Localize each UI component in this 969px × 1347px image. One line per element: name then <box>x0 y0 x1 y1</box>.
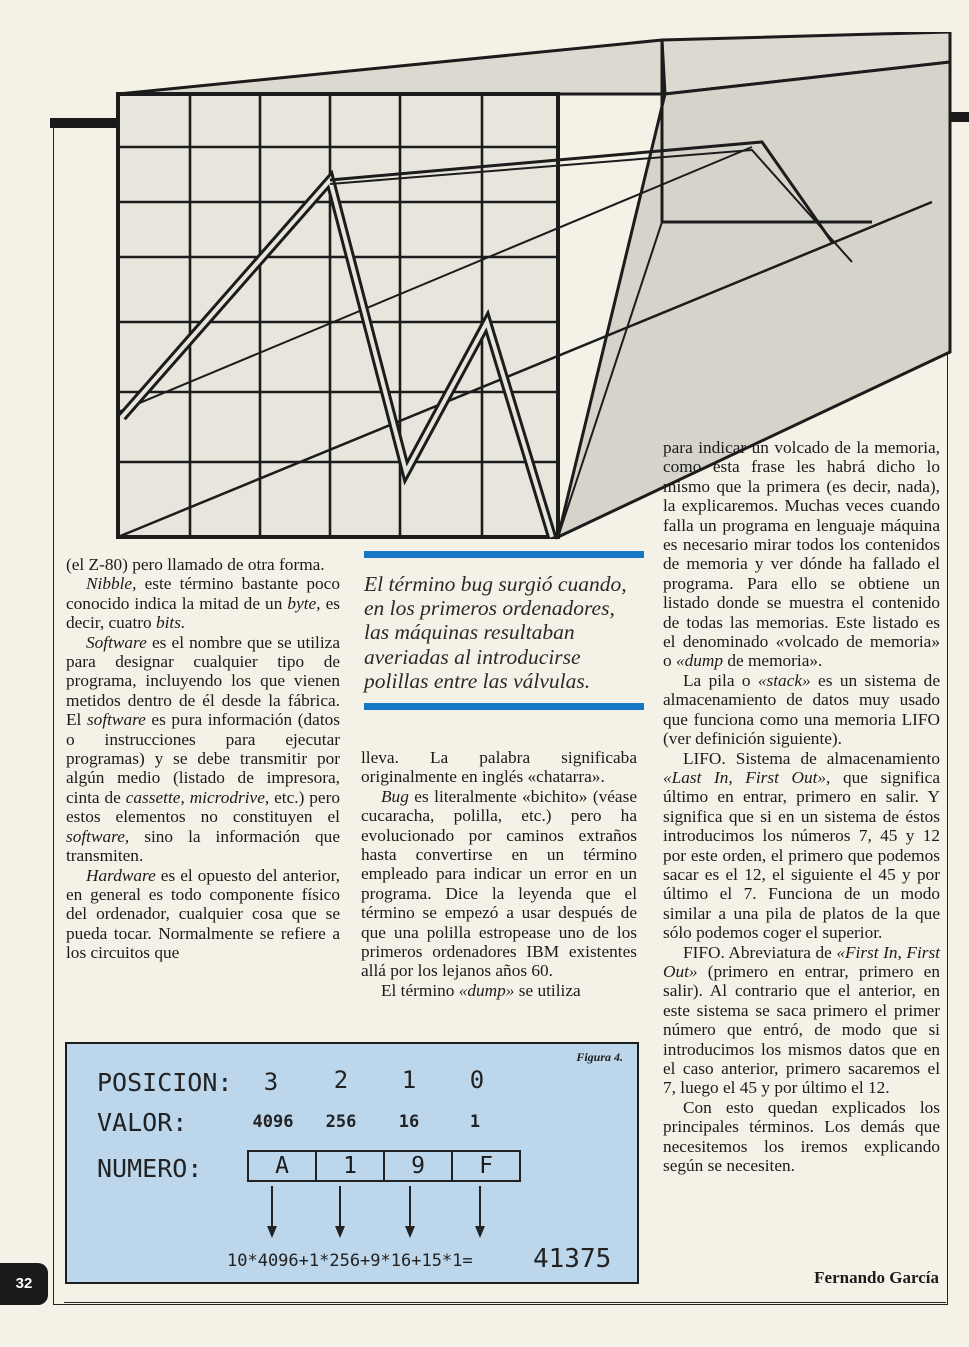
term: «dump <box>675 651 724 671</box>
pull-quote-bar-top <box>364 551 644 558</box>
paragraph-lifo <box>663 749 940 943</box>
paragraph-nibble <box>66 574 340 632</box>
term: Nibble, <box>86 574 137 594</box>
paragraph-closing: Con esto quedan explicados los principales términos. Los demás que necesitemos los iremos explicando según se necesiten. <box>663 1097 940 1176</box>
text: de memoria». <box>723 651 823 671</box>
digit-cell: F <box>479 1153 493 1179</box>
paragraph-stack <box>663 671 940 749</box>
text: es el opuesto del anterior, en general es todo componente físico del ordenador, cualquier cosa que se pueda tocar. Normalmente se refiere a los circuitos que <box>66 865 340 963</box>
pull-quote <box>364 551 644 710</box>
paragraph: lleva. La palabra significaba originalmente en inglés «chatarra». <box>361 748 637 787</box>
text: FIFO. Abreviatura de <box>683 942 837 962</box>
term: software, <box>66 826 130 846</box>
position-0: 0 <box>469 1066 485 1094</box>
term: software <box>86 710 146 730</box>
down-arrow-icon <box>333 1186 347 1238</box>
text: es literalmente «bichito» (véase cucaracha, polilla, etc.) pero ha evolucionado por caminos extraños hasta convertirse en un término empleado para indicar un error en un programa. Dice la leyenda que el término se empezó a usar después de que una polilla estropease uno de los primeros ordenadores IBM existentes allá por los lejanos años 60. <box>361 786 637 981</box>
term: «dump» <box>458 980 515 1000</box>
page-number: 32 <box>0 1263 48 1305</box>
author-byline: Fernando García <box>814 1268 939 1287</box>
text: LIFO. Sistema de almacenamiento <box>683 748 940 768</box>
text: se utiliza <box>514 980 581 1000</box>
text: este término bastante poco conocido indica la mitad de un <box>66 574 340 613</box>
digit-cell: 9 <box>385 1152 453 1180</box>
digit-cell: A <box>249 1152 317 1180</box>
conversion-formula: 10*4096+1*256+9*16+15*1= <box>227 1251 473 1271</box>
column-left <box>66 555 340 963</box>
term: «First In, First Out» <box>663 942 941 981</box>
paragraph: (el Z-80) pero llamado de otra forma. <box>66 555 325 574</box>
text: El término <box>381 980 459 1000</box>
column-middle <box>361 748 637 1000</box>
down-arrow-icon <box>265 1186 279 1238</box>
paragraph-dump <box>361 981 637 1000</box>
paragraph-bug <box>361 787 637 981</box>
term: Bug <box>381 786 409 806</box>
term: cassette, microdrive, <box>125 787 270 807</box>
term: «stack» <box>757 670 811 690</box>
text: es pura información (datos o instrucciones para ejecutar programas) y se debe transmitir por algún medio (listado de impresora, cinta de <box>66 710 340 807</box>
pull-quote-text: El término bug surgió cuando, en los primeros ordenadores, las máquinas resultaban averiadas al introducirse polillas entre las válvulas. <box>364 572 627 693</box>
text: La pila o <box>683 670 758 690</box>
term: «Last In, First Out», <box>663 767 831 787</box>
figure-caption: Figura 4. <box>576 1050 623 1064</box>
position-2: 2 <box>333 1066 349 1094</box>
text: que significa último en entrar, primero en salir. Y significa que si en un sistema de éstos introducimos los números 7, 45 y 12 por este orden, el primero que podemos sacar es el 12, el siguiente el 45 y por último el 7. Funciona de un modo similar a una pila de platos de la que sólo podemos coger el superior. <box>663 767 940 943</box>
paragraph-dump-cont <box>663 438 940 671</box>
text: (primero en entrar, primero en salir). Al contrario que el anterior, en este sistema se saca primero el primer número que entró, de modo que si introducimos los mismos datos que en el caso anterior, primero sacaremos el 7, luego el 45 y por último el 12. <box>663 961 940 1098</box>
paragraph-hardware <box>66 866 340 963</box>
value-1: 1 <box>469 1112 481 1132</box>
conversion-result: 41375 <box>533 1244 612 1274</box>
down-arrow-icon <box>403 1186 417 1238</box>
down-arrow-icon <box>473 1186 487 1238</box>
text: es el nombre que se utiliza para designar cualquier tipo de programa, incluyendo los que vienen metidos dentro de él desde la fábrica. El <box>66 632 340 730</box>
position-label: POSICION: <box>97 1068 233 1097</box>
value-label: VALOR: <box>97 1108 188 1137</box>
column-right <box>663 438 940 1175</box>
figure-4 <box>65 1042 639 1284</box>
term: Software <box>86 632 147 652</box>
term: bits. <box>155 613 186 633</box>
term: Hardware <box>86 865 156 885</box>
value-256: 256 <box>325 1112 357 1132</box>
value-4096: 4096 <box>252 1112 294 1132</box>
digit-cell: 1 <box>317 1152 385 1180</box>
value-16: 16 <box>398 1112 420 1132</box>
position-1: 1 <box>401 1066 417 1094</box>
paragraph-fifo <box>663 943 940 1098</box>
page-frame-bottom <box>64 1292 946 1303</box>
text: para indicar un volcado de la memoria, como esta frase les habrá dicho lo mismo que la primera (es decir, nada), la explicaremos. Muchas veces cuando falla un programa en lenguaje máquina es necesario mirar todos los contenidos de memoria y ver dónde ha fallado el programa. Para ello se obtiene un listado donde se muestra el contenido de todas las memorias. Este listado es el denominado «volcado de memoria» o <box>663 438 940 671</box>
number-label: NUMERO: <box>97 1154 203 1183</box>
text: sino la información que transmiten. <box>66 826 340 866</box>
text: etc.) pero estos elementos no constituyen el <box>66 787 340 827</box>
paragraph-software <box>66 633 340 866</box>
position-3: 3 <box>263 1068 279 1096</box>
pull-quote-bar-bottom <box>364 703 644 710</box>
term: byte, <box>287 593 321 613</box>
hex-digit-box <box>247 1150 521 1182</box>
text: es decir, cuatro <box>66 593 340 633</box>
text: es un sistema de almacenamiento de datos muy usado que funciona como una memoria LIFO (ver definición siguiente). <box>663 670 940 749</box>
